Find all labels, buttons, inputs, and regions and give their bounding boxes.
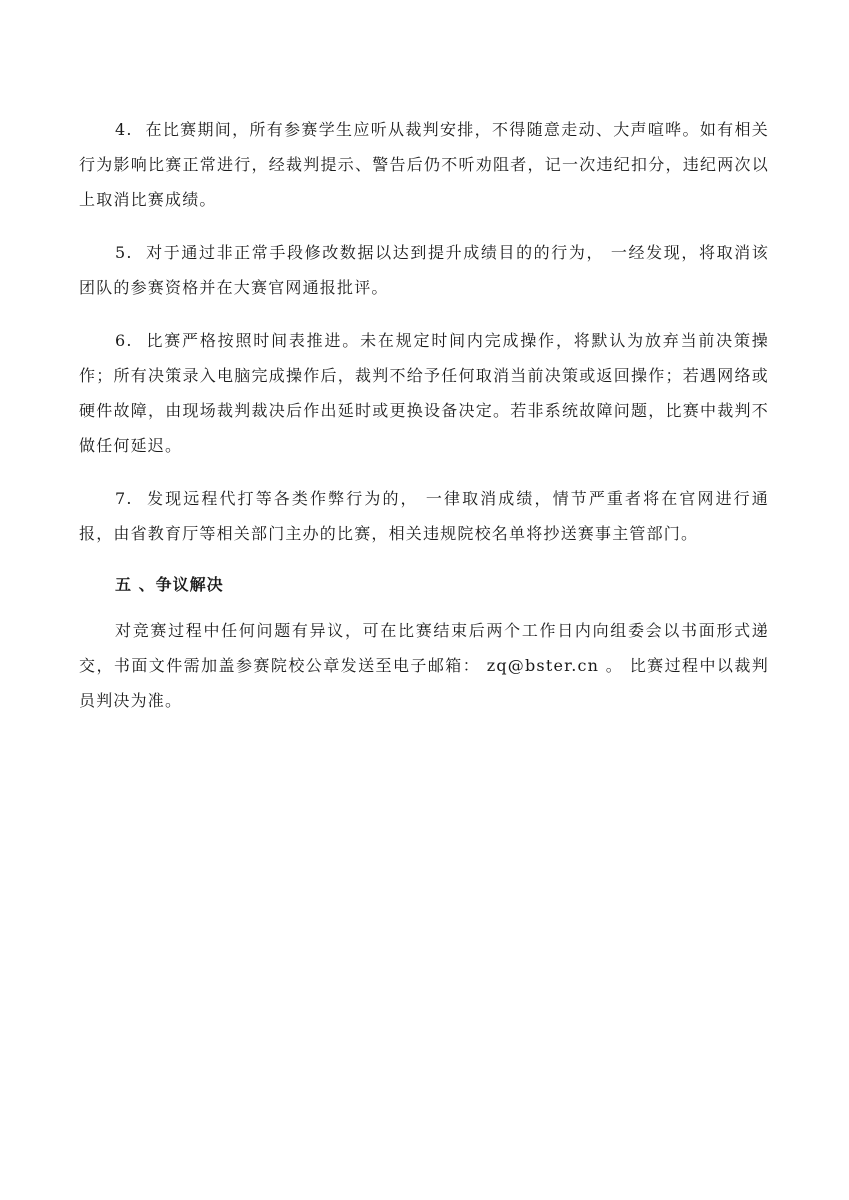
document-body [79,112,769,718]
item-number: 5. [115,243,133,262]
list-item-6 [79,323,769,463]
item-number: 4. [115,120,133,139]
item-text: 发现远程代打等各类作弊行为的， 一律取消成绩，情节严重者将在官网进行通报，由省教育厅等相关部门主办的比赛，相关违规院校名单将抄送赛事主管部门。 [79,489,769,543]
item-text: 在比赛期间，所有参赛学生应听从裁判安排，不得随意走动、大声喧哗。如有相关行为影响比赛正常进行，经裁判提示、警告后仍不听劝阻者，记一次违纪扣分，违纪两次以上取消比赛成绩。 [79,120,770,209]
item-text: 比赛严格按照时间表推进。未在规定时间内完成操作，将默认为放弃当前决策操作；所有决策录入电脑完成操作后，裁判不给予任何取消当前决策或返回操作；若遇网络或硬件故障，由现场裁判裁决后作出延时或更换设备决定。若非系统故障问题，比赛中裁判不做任何延迟。 [79,331,769,455]
item-number: 6. [115,331,133,350]
list-item-5 [79,235,769,305]
section-paragraph: 对竞赛过程中任何问题有异议，可在比赛结束后两个工作日内向组委会以书面形式递交，书面文件需加盖参赛院校公章发送至电子邮箱： zq@bster.cn 。 比赛过程中以裁判员判决为准。 [79,621,769,710]
list-item-7 [79,481,769,551]
list-item-4 [79,112,769,217]
section-heading: 五 、争议解决 [115,575,224,594]
item-number: 7. [115,489,133,508]
item-text: 对于通过非正常手段修改数据以达到提升成绩目的的行为， 一经发现，将取消该团队的参赛资格并在大赛官网通报批评。 [79,243,769,297]
